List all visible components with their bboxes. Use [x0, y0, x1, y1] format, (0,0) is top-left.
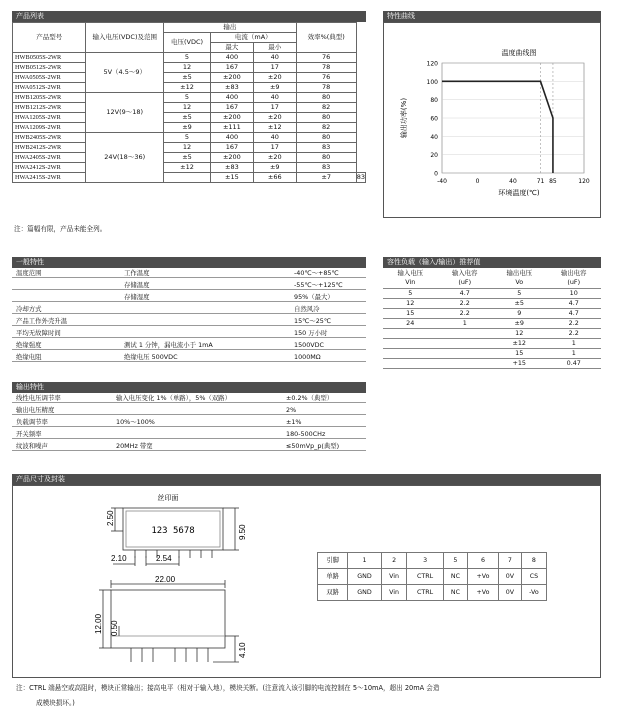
y-axis-label: 输出功率(%) — [400, 97, 408, 139]
cap-row — [383, 298, 601, 308]
col-max: 最大 — [210, 43, 253, 53]
spec-name: 绝缘电阻 — [16, 353, 42, 361]
col-current: 电流（mA） — [210, 33, 296, 43]
cap-col-header: 输入电压 Vin — [383, 268, 438, 288]
cap-cell: 2.2 — [438, 308, 493, 318]
cap-col-header: 输出电压 Vo — [492, 268, 547, 288]
x-tick-label: -40 — [437, 178, 447, 185]
x-tick-label: 85 — [549, 178, 557, 185]
pin-row-head — [318, 553, 547, 569]
product-row — [13, 113, 366, 123]
pin-row-dual — [318, 585, 547, 601]
cap-cell: 2.2 — [438, 298, 493, 308]
product-list-table-wrap — [12, 22, 366, 183]
x-axis-label: 环境温度(℃) — [498, 189, 540, 197]
spec-condition: 测试 1 分钟，漏电流小于 1mA — [124, 341, 213, 349]
pin-cell: CTRL — [407, 569, 443, 585]
spec-row — [12, 429, 366, 439]
pin-cell: 0V — [498, 585, 521, 601]
spec-row — [12, 405, 366, 415]
product-model: HWA1205S-2WR — [13, 113, 86, 123]
input-range: 24V(18～36) — [86, 133, 164, 183]
cap-cell: 9 — [492, 308, 547, 318]
output-voltage: 12 — [164, 143, 211, 153]
cap-cell: 4.7 — [547, 308, 602, 318]
product-model: HWA1209S-2WR — [13, 123, 86, 133]
dim-h: 4.10 — [238, 642, 247, 658]
cap-cell: 24 — [383, 318, 438, 328]
cap-cell — [383, 328, 438, 338]
efficiency: 76 — [296, 73, 356, 83]
output-voltage: ±5 — [164, 73, 211, 83]
product-row — [13, 83, 366, 93]
output-voltage: ±5 — [164, 113, 211, 123]
pin-cell: Vin — [381, 585, 407, 601]
efficiency: 83 — [296, 143, 356, 153]
product-model: HWA2412S-2WR — [13, 163, 86, 173]
product-row — [13, 123, 366, 133]
spec-row — [12, 417, 366, 427]
col-input: 输入电压(VDC)及范围 — [86, 23, 164, 53]
current-min: ±20 — [253, 153, 296, 163]
current-max: 167 — [210, 143, 253, 153]
spec-value: -40℃～+85℃ — [294, 269, 339, 277]
cap-cell: 15 — [383, 308, 438, 318]
current-max: ±83 — [210, 163, 253, 173]
col-model: 产品型号 — [13, 23, 86, 53]
efficiency: 78 — [296, 83, 356, 93]
silk-label: 丝印面 — [157, 494, 179, 502]
pin-cell: 2 — [381, 553, 407, 569]
efficiency: 80 — [296, 133, 356, 143]
spec-name: 温度范围 — [16, 269, 42, 277]
current-min: 40 — [253, 133, 296, 143]
spec-condition: 存储温度 — [124, 281, 150, 289]
output-voltage: 12 — [164, 103, 211, 113]
output-voltage: ±5 — [164, 153, 211, 163]
efficiency: 83 — [356, 173, 365, 181]
pin-cell: 7 — [498, 553, 521, 569]
product-model: HWA0505S-2WR — [13, 73, 86, 83]
spec-name: 负载调节率 — [16, 418, 48, 426]
efficiency: 82 — [296, 123, 356, 133]
curve-panel — [383, 22, 601, 218]
pin-cell: -Vo — [521, 585, 546, 601]
spec-condition: 输入电压变化 1%（单路），5%（双路） — [116, 394, 231, 402]
pin-cell: GND — [348, 585, 381, 601]
spec-condition: 20MHz 带宽 — [116, 442, 153, 450]
curve-header: 特性曲线 — [383, 11, 601, 22]
pin-cell: CS — [521, 569, 546, 585]
cap-cell — [438, 338, 493, 348]
product-row — [13, 133, 366, 143]
efficiency: 80 — [296, 113, 356, 123]
product-row — [13, 153, 366, 163]
output-voltage: 5 — [164, 93, 211, 103]
spec-name: 平均无故障时间 — [16, 329, 61, 337]
cap-cell: 12 — [492, 328, 547, 338]
cap-cell: 2.2 — [547, 318, 602, 328]
y-tick-label: 0 — [434, 170, 438, 178]
chart-title: 温度曲线图 — [501, 49, 537, 57]
current-min: 40 — [253, 93, 296, 103]
pin-cell: 0V — [498, 569, 521, 585]
spec-name: 开关频率 — [16, 430, 42, 438]
spec-value: ±0.2%（典型） — [286, 394, 334, 402]
dim-header: 产品尺寸及封装 — [12, 474, 601, 485]
spec-name: 纹波和噪声 — [16, 442, 48, 450]
current-max: 167 — [210, 63, 253, 73]
dim-f: 12.00 — [94, 613, 103, 634]
output-voltage: ±12 — [164, 163, 211, 173]
spec-row — [12, 316, 366, 326]
product-row — [13, 163, 366, 173]
output-voltage: ±9 — [164, 123, 211, 133]
pin-cell: 双路 — [318, 585, 348, 601]
spec-condition: 绝缘电压 500VDC — [124, 353, 178, 361]
cap-cell — [383, 358, 438, 368]
dim-note-2: 成模块损坏。) — [36, 699, 75, 707]
cap-cell — [383, 338, 438, 348]
product-model: HWA2415S-2WR — [13, 173, 86, 183]
cap-cell: ±5 — [492, 298, 547, 308]
product-model: HWB1205S-2WR — [13, 93, 86, 103]
spec-value: 15℃～25℃ — [294, 317, 332, 325]
y-tick-label: 80 — [430, 97, 438, 105]
spec-name: 绝缘强度 — [16, 341, 42, 349]
general-table — [12, 268, 366, 364]
pin-cell: 引脚 — [318, 553, 348, 569]
current-max: ±200 — [210, 153, 253, 163]
cap-col-header: 输出电容 (uF) — [547, 268, 602, 288]
spec-name: 冷却方式 — [16, 305, 42, 313]
spec-row — [12, 268, 366, 278]
cap-cell: 1 — [438, 318, 493, 328]
efficiency: 76 — [296, 53, 356, 63]
col-efficiency: 效率%(典型) — [296, 23, 356, 53]
spec-row — [12, 352, 366, 362]
current-max: ±83 — [210, 83, 253, 93]
product-model: HWA0512S-2WR — [13, 83, 86, 93]
cap-col-header: 输入电容 (uF) — [438, 268, 493, 288]
cap-cell: 15 — [492, 348, 547, 358]
current-min: ±20 — [253, 113, 296, 123]
pin-cell: 单路 — [318, 569, 348, 585]
x-tick-label: 0 — [475, 178, 480, 185]
efficiency: 80 — [296, 93, 356, 103]
spec-name: 输出电压精度 — [16, 406, 55, 414]
output-voltage: 12 — [164, 63, 211, 73]
current-min: ±9 — [253, 163, 296, 173]
product-row — [13, 173, 366, 183]
spec-value: 1000MΩ — [294, 353, 321, 361]
cap-cell: 4.7 — [547, 298, 602, 308]
current-min: 17 — [253, 63, 296, 73]
dim-c: 2.10 — [111, 554, 127, 563]
spec-row — [12, 328, 366, 338]
col-output: 输出 — [164, 23, 297, 33]
spec-row — [12, 280, 366, 290]
spec-name: 线性电压调节率 — [16, 394, 61, 402]
cap-cell: 1 — [547, 338, 602, 348]
cap-cell: ±9 — [492, 318, 547, 328]
cap-table-wrap — [383, 268, 601, 369]
output-voltage: 5 — [164, 53, 211, 63]
cap-cell: 1 — [547, 348, 602, 358]
pin-cell: +Vo — [468, 585, 499, 601]
current-max: ±200 — [210, 73, 253, 83]
spec-value: ≤50mVp_p(典型) — [286, 442, 340, 450]
current-min: ±20 — [253, 73, 296, 83]
product-model: HWB0512S-2WR — [13, 63, 86, 73]
spec-value: 1500VDC — [294, 341, 325, 349]
product-list-note: 注：篇幅有限，产品未能全列。 — [14, 225, 107, 233]
pin-cell: NC — [443, 569, 467, 585]
product-row — [13, 73, 366, 83]
cap-row — [383, 338, 601, 348]
product-model: HWB2405S-2WR — [13, 133, 86, 143]
spec-value: -55℃～+125℃ — [294, 281, 343, 289]
spec-row — [12, 393, 366, 403]
cap-cell: 10 — [547, 288, 602, 298]
cap-cell: +15 — [492, 358, 547, 368]
output-voltage: ±12 — [164, 83, 211, 93]
current-min: ±12 — [253, 123, 296, 133]
cap-row — [383, 308, 601, 318]
current-min: 17 — [253, 103, 296, 113]
cap-row — [383, 348, 601, 358]
product-model: HWB2412S-2WR — [13, 143, 86, 153]
product-table — [12, 22, 366, 183]
pin-cell: Vin — [381, 569, 407, 585]
current-min: 17 — [253, 143, 296, 153]
current-max: 167 — [210, 103, 253, 113]
cap-row — [383, 288, 601, 298]
pin-cell: CTRL — [407, 585, 443, 601]
spec-row — [12, 340, 366, 350]
dim-d: 2.54 — [156, 554, 172, 563]
y-tick-label: 100 — [426, 78, 438, 86]
cap-cell: 5 — [383, 288, 438, 298]
current-max: ±200 — [210, 113, 253, 123]
cap-header: 容性负载（输入/输出）推荐值 — [383, 257, 601, 268]
current-min: ±7 — [296, 173, 356, 183]
output-voltage: 5 — [164, 133, 211, 143]
cap-cell: ±12 — [492, 338, 547, 348]
input-range — [164, 173, 211, 183]
current-min: 40 — [253, 53, 296, 63]
package-drawing — [13, 486, 313, 677]
y-tick-label: 20 — [430, 152, 438, 160]
spec-condition: 工作温度 — [124, 269, 150, 277]
x-tick-label: 40 — [509, 178, 517, 185]
spec-value: 95%（最大） — [294, 293, 334, 301]
y-tick-label: 60 — [430, 115, 438, 123]
spec-row — [12, 292, 366, 302]
cap-row — [383, 318, 601, 328]
output-voltage: ±15 — [210, 173, 253, 183]
output-header: 输出特性 — [12, 382, 366, 393]
pin-cell: GND — [348, 569, 381, 585]
dim-e: 22.00 — [155, 575, 176, 584]
y-tick-label: 120 — [426, 60, 438, 68]
cap-cell: 4.7 — [438, 288, 493, 298]
product-row — [13, 63, 366, 73]
pin-table — [317, 552, 547, 601]
product-row — [13, 103, 366, 113]
col-min: 最小 — [253, 43, 296, 53]
input-range: 5V（4.5～9） — [86, 53, 164, 93]
spec-value: 180-500CHz — [286, 430, 326, 438]
spec-row — [12, 304, 366, 314]
dim-b: 9.50 — [238, 524, 247, 540]
spec-value: 2% — [286, 406, 297, 414]
input-range: 12V(9～18) — [86, 93, 164, 133]
cap-cell — [383, 348, 438, 358]
spec-value: ±1% — [286, 418, 302, 426]
efficiency: 78 — [296, 63, 356, 73]
y-tick-label: 40 — [430, 133, 438, 141]
series-line — [442, 81, 553, 173]
cap-cell: 0.47 — [547, 358, 602, 368]
efficiency: 83 — [296, 163, 356, 173]
product-model: HWB0505S-2WR — [13, 53, 86, 63]
cap-row — [383, 328, 601, 338]
product-model: HWA2405S-2WR — [13, 153, 86, 163]
efficiency: 82 — [296, 103, 356, 113]
spec-row — [12, 441, 366, 451]
pin-cell: 1 — [348, 553, 381, 569]
cap-cell — [438, 348, 493, 358]
product-list-header: 产品列表 — [12, 11, 366, 22]
current-max: 400 — [210, 93, 253, 103]
general-header: 一般特性 — [12, 257, 366, 268]
col-voltage: 电压(VDC) — [164, 33, 211, 53]
spec-value: 150 万小时 — [294, 329, 328, 337]
x-tick-label: 71 — [536, 178, 545, 185]
spec-condition: 存储湿度 — [124, 293, 150, 301]
cap-row — [383, 358, 601, 368]
pin-cell: 5 — [443, 553, 467, 569]
temperature-chart — [384, 23, 600, 217]
output-table — [12, 393, 366, 453]
product-model: HWB1212S-2WR — [13, 103, 86, 113]
cap-cell: 5 — [492, 288, 547, 298]
current-max: ±66 — [253, 173, 296, 183]
current-max: ±111 — [210, 123, 253, 133]
spec-condition: 10%～100% — [116, 418, 155, 426]
pin-row-single — [318, 569, 547, 585]
cap-cell — [438, 358, 493, 368]
pin-cell: 3 — [407, 553, 443, 569]
current-max: 400 — [210, 133, 253, 143]
dim-g: 0.50 — [110, 620, 119, 636]
spec-value: 自然风冷 — [294, 305, 320, 313]
product-row — [13, 143, 366, 153]
dim-panel — [12, 485, 601, 678]
cap-cell — [438, 328, 493, 338]
dim-a: 2.50 — [106, 510, 115, 526]
cap-cell: 12 — [383, 298, 438, 308]
current-min: ±9 — [253, 83, 296, 93]
product-row — [13, 53, 366, 63]
cap-table — [383, 268, 601, 369]
pin-cell: NC — [443, 585, 467, 601]
efficiency: 80 — [296, 153, 356, 163]
dim-note-1: 注：CTRL 端悬空或高阻时，模块正常输出；接高电平（相对于输入地），模块关断。(注意流入该引脚的电流控制在 5～10mA，超出 20mA 会造 — [16, 684, 440, 692]
x-tick-label: 120 — [578, 178, 590, 185]
product-row — [13, 93, 366, 103]
spec-name: 产品工作外壳升温 — [16, 317, 68, 325]
pin-cell: 6 — [468, 553, 499, 569]
current-max: 400 — [210, 53, 253, 63]
pin-number-label: 123 5678 — [151, 526, 195, 536]
pin-cell: +Vo — [468, 569, 499, 585]
pin-cell: 8 — [521, 553, 546, 569]
cap-cell: 2.2 — [547, 328, 602, 338]
